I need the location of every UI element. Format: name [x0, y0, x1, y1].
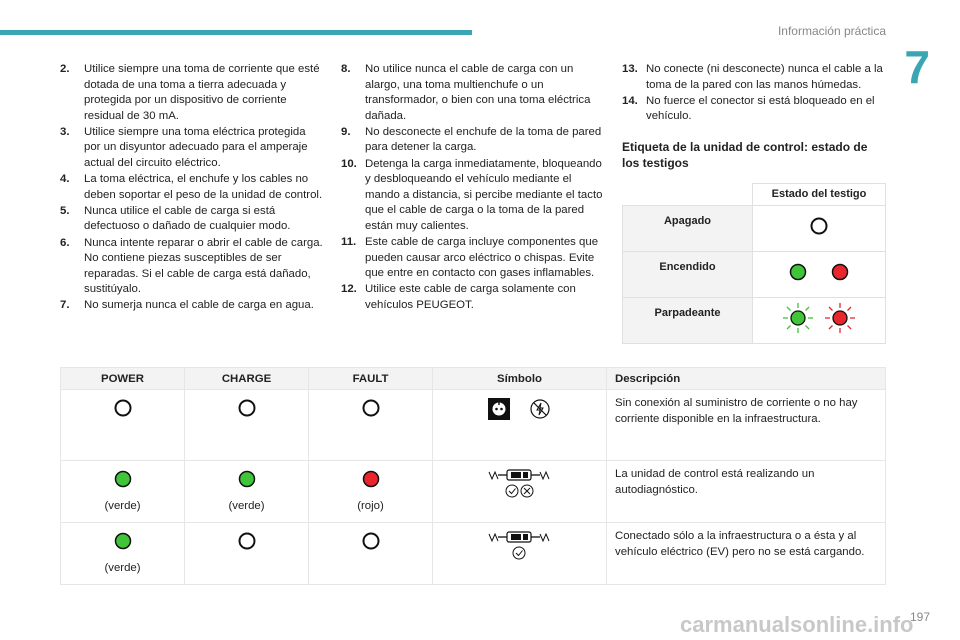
table-row — [61, 390, 886, 461]
col-header-description: Descripción — [607, 368, 886, 390]
led-off-icon — [237, 531, 257, 551]
column-1 — [60, 62, 325, 315]
led-status-table — [622, 183, 886, 344]
charge-color-label: (verde) — [228, 500, 265, 512]
power-socket-icon — [488, 398, 510, 420]
led-red-blink-icon — [824, 302, 856, 334]
led-green-on-icon — [113, 531, 133, 551]
led-off-icon — [113, 398, 133, 418]
list-item: 7. No sumerja nunca el cable de carga en agua. — [60, 299, 314, 312]
col-header-power: POWER — [61, 368, 185, 390]
led-status-header: Estado del testigo — [753, 183, 886, 205]
row-description: La unidad de control está realizando un autodiagnóstico. — [607, 461, 886, 523]
led-row-label: Apagado — [623, 205, 753, 251]
led-off-icon — [361, 531, 381, 551]
table-row — [61, 523, 886, 585]
power-color-label: (verde) — [104, 500, 141, 512]
no-power-icon — [529, 398, 551, 420]
led-red-on-icon — [830, 262, 850, 282]
fault-color-label: (rojo) — [357, 500, 384, 512]
col-header-fault: FAULT — [309, 368, 433, 390]
col-header-symbol: Símbolo — [433, 368, 607, 390]
column-3 — [622, 62, 887, 344]
list-item: 9. No desconecte el enchufe de la toma de pared para detener la carga. — [341, 125, 602, 154]
section-title: Información práctica — [777, 24, 886, 38]
list-item: 13. No conecte (ni desconecte) nunca el cable a la toma de la pared con las manos húmedas. — [622, 63, 883, 91]
led-green-on-icon — [237, 469, 257, 489]
list-item: 10. Detenga la carga inmediatamente, bloqueando y desbloqueando el vehículo mediante el mando a distancia, si percibe mediante el tacto que el cable de carga o la toma de la pared están muy calientes. — [341, 157, 603, 232]
list-item: 14. No fuerce el conector si está bloqueado en el vehículo. — [622, 94, 875, 123]
led-green-on-icon — [113, 469, 133, 489]
list-item: 3. Utilice siempre una toma eléctrica protegida por un disyuntor adecuado para el amperaje actual del circuito eléctrico. — [60, 125, 308, 170]
page-number: 197 — [909, 610, 930, 624]
power-color-label: (verde) — [104, 562, 141, 574]
row-description: Conectado sólo a la infraestructura o a ésta y al vehículo eléctrico (EV) pero no se está cargando. — [607, 523, 886, 585]
led-row-label: Encendido — [623, 251, 753, 297]
chapter-number: 7 — [904, 41, 930, 93]
column-2 — [341, 62, 606, 314]
list-item: 8. No utilice nunca el cable de carga con un alargo, una toma multienchufe o un transformador, o bien con una toma eléctrica dañada. — [341, 63, 591, 122]
label-section-heading: Etiqueta de la unidad de control: estado de los testigos — [622, 139, 868, 170]
led-off-icon — [361, 398, 381, 418]
led-red-on-icon — [361, 469, 381, 489]
watermark: carmanualsonline.info — [680, 612, 914, 637]
led-off-icon — [237, 398, 257, 418]
row-description: Sin conexión al suministro de corriente o no hay corriente disponible en la infraestructura. — [607, 390, 886, 461]
list-item: 5. Nunca utilice el cable de carga si está defectuoso o dañado de cualquier modo. — [60, 204, 291, 233]
list-item: 11. Este cable de carga incluye componentes que pueden causar arco eléctrico o chispas. Evite que entre en contacto con gases inflamables. — [341, 236, 599, 280]
list-item: 4. La toma eléctrica, el enchufe y los cables no deben soportar el peso de la unidad de control. — [60, 173, 323, 201]
list-item: 12. Utilice este cable de carga solamente con vehículos PEUGEOT. — [341, 283, 576, 311]
control-unit-status-table — [60, 367, 886, 585]
led-green-on-icon — [788, 262, 808, 282]
header-accent-bar — [0, 30, 472, 35]
col-header-charge: CHARGE — [185, 368, 309, 390]
control-unit-connected-icon — [487, 531, 553, 561]
control-unit-check-icon — [487, 469, 553, 499]
led-green-blink-icon — [782, 302, 814, 334]
led-off-icon — [809, 216, 829, 236]
list-item: 6. Nunca intente reparar o abrir el cable de carga. No contiene piezas susceptibles de ser reparadas. Si el cable de carga está dañado, sustitúyalo. — [60, 236, 323, 296]
table-row — [61, 461, 886, 523]
list-item: 2. Utilice siempre una toma de corriente que esté dotada de una toma a tierra adecuada y protegida por un dispositivo de corriente residual de 30 mA. — [60, 63, 320, 122]
led-row-label: Parpadeante — [623, 297, 753, 343]
